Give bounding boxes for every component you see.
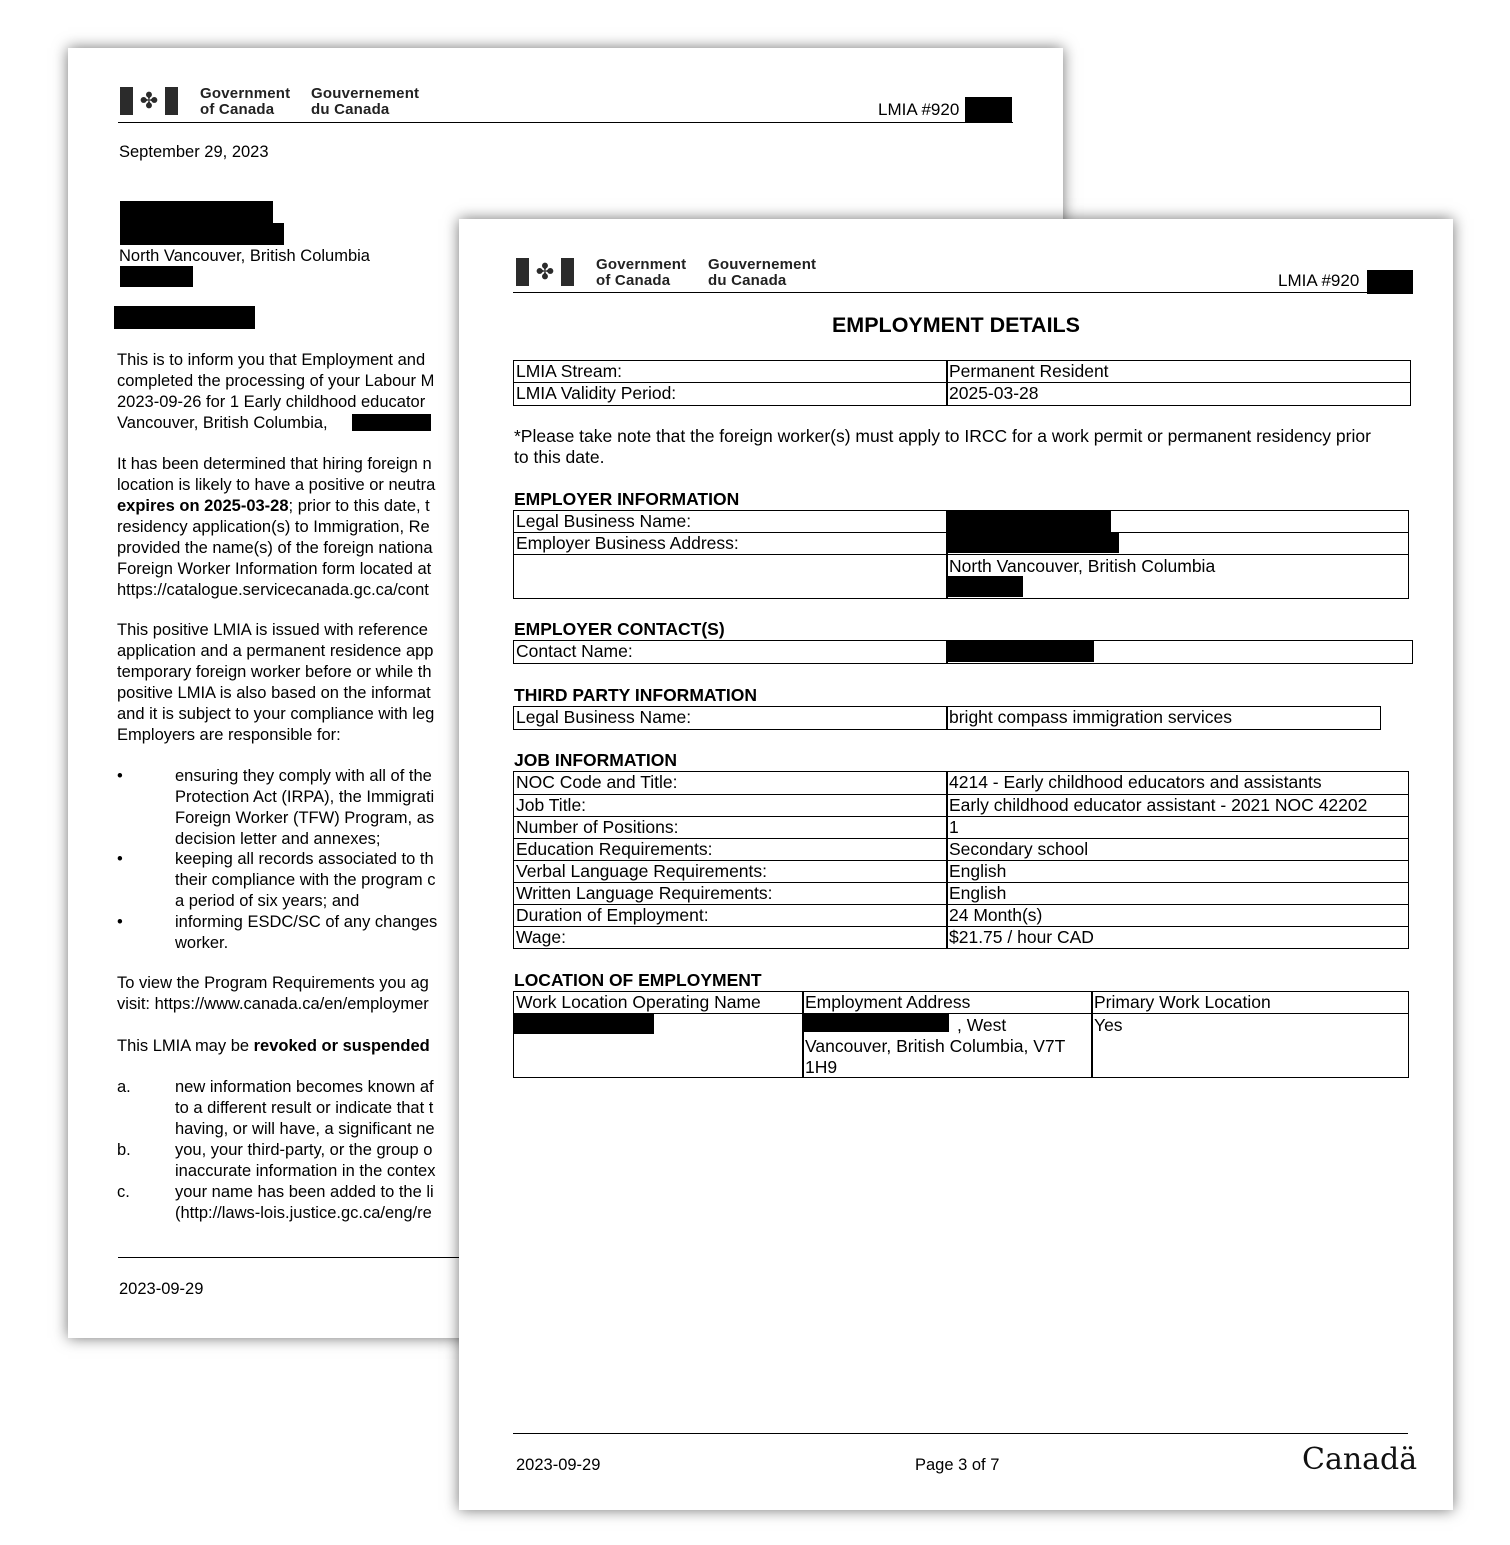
list-marker: a.	[117, 1078, 131, 1096]
table-header-cell: Primary Work Location	[1094, 992, 1271, 1012]
table-cell: Secondary school	[949, 839, 1089, 859]
table-cell: LMIA Stream:	[516, 361, 623, 381]
letter-date: September 29, 2023	[119, 143, 269, 161]
paragraph-5: This LMIA may be revoked or suspended	[117, 1037, 430, 1055]
table-divider	[946, 772, 948, 948]
footer-rule	[513, 1433, 1408, 1434]
address-city: North Vancouver, British Columbia	[119, 247, 370, 265]
table-cell: Legal Business Name:	[516, 511, 692, 531]
table-row	[514, 926, 1408, 948]
table-cell: NOC Code and Title:	[516, 772, 678, 792]
third-party-heading: THIRD PARTY INFORMATION	[514, 685, 758, 705]
table-divider	[946, 361, 948, 405]
gov-name-en: Government of Canada	[200, 85, 291, 118]
table-row	[514, 904, 1408, 926]
redaction	[965, 97, 1012, 122]
table-row	[514, 816, 1408, 838]
job-info-table	[513, 771, 1409, 949]
letter-body	[68, 48, 463, 1338]
gov-name-en: Government of Canada	[596, 256, 687, 289]
bullet-item: ensuring they comply with all of the Protection Act (IRPA), the Immigrati Foreign Worker (TFW) Program, as decision letter and annexes;	[175, 767, 435, 848]
table-header-cell: Employment Address	[805, 992, 971, 1012]
table-divider	[1091, 992, 1093, 1077]
bullet-marker: •	[117, 767, 123, 785]
paragraph-3: This positive LMIA is issued with reference application and a permanent residence app temporary foreign worker before or while th positive LMIA is also based on the informat and it is subject to your compliance with leg Employers are responsible for:	[117, 621, 435, 744]
table-cell: North Vancouver, British Columbia	[949, 556, 1216, 576]
redaction	[1367, 270, 1413, 294]
employment-details-page	[459, 219, 1453, 1510]
table-cell: bright compass immigration services	[949, 707, 1233, 727]
paragraph-4: To view the Program Requirements you ag visit: https://www.canada.ca/en/employmer	[117, 974, 429, 1013]
table-divider	[946, 707, 948, 729]
footer-date: 2023-09-29	[516, 1456, 601, 1474]
table-cell: $21.75 / hour CAD	[949, 927, 1094, 947]
table-row	[514, 772, 1408, 794]
table-divider	[802, 992, 804, 1077]
table-cell: 2025-03-28	[949, 383, 1039, 403]
redaction	[946, 511, 1111, 532]
redaction	[114, 306, 255, 329]
table-cell: Job Title:	[516, 795, 587, 815]
table-cell: Wage:	[516, 927, 566, 947]
table-cell: English	[949, 861, 1007, 881]
page-title: EMPLOYMENT DETAILS	[831, 313, 1081, 337]
gov-name-fr: Gouvernement du Canada	[311, 85, 420, 118]
bullet-item: keeping all records associated to th their compliance with the program c a period of six years; and	[175, 850, 436, 910]
table-cell: English	[949, 883, 1007, 903]
list-item: you, your third-party, or the group o inaccurate information in the contex	[175, 1141, 436, 1180]
location-heading: LOCATION OF EMPLOYMENT	[514, 970, 762, 990]
table-cell: Number of Positions:	[516, 817, 679, 837]
employer-contact-heading: EMPLOYER CONTACT(S)	[514, 619, 725, 639]
employer-info-heading: EMPLOYER INFORMATION	[514, 489, 740, 509]
list-marker: c.	[117, 1183, 130, 1201]
paragraph-1: This is to inform you that Employment and completed the processing of your Labour M 2023-09-26 for 1 Early childhood educator Vancouver, British Columbia,	[117, 351, 435, 432]
bullet-marker: •	[117, 850, 123, 868]
table-cell: LMIA Validity Period:	[516, 383, 677, 403]
bullet-marker: •	[117, 913, 123, 931]
table-cell: 24 Month(s)	[949, 905, 1043, 925]
redaction	[946, 641, 1094, 662]
table-cell: Permanent Resident	[949, 361, 1109, 381]
table-cell: Written Language Requirements:	[516, 883, 773, 903]
third-party-table	[513, 706, 1381, 730]
redaction	[120, 266, 193, 287]
footer-rule	[118, 1257, 463, 1258]
table-row	[514, 838, 1408, 860]
employment-address-cell: , West Vancouver, British Columbia, V7T 1H9	[805, 1015, 1066, 1077]
header-rule	[513, 292, 1408, 293]
paragraph-2: It has been determined that hiring foreign n location is likely to have a positive or neutra expires on 2025-03-28; prior to this date, t residency application(s) to Immigration, Re provided the name(s) of the foreign nationa Foreign Worker Information form located at https://catalogue.servicecanada.gc.ca/cont	[117, 455, 436, 599]
table-cell: Duration of Employment:	[516, 905, 709, 925]
redaction	[514, 1013, 654, 1034]
table-cell: Verbal Language Requirements:	[516, 861, 768, 881]
lmia-table	[513, 360, 1411, 406]
table-cell: Legal Business Name:	[516, 707, 692, 727]
list-item: new information becomes known af to a different result or indicate that t having, or will have, a significant ne	[175, 1078, 435, 1138]
bullet-item: informing ESDC/SC of any changes worker.	[175, 913, 438, 952]
table-row	[514, 860, 1408, 882]
canada-flag-icon: ✤	[516, 258, 574, 286]
page-number: Page 3 of 7	[915, 1456, 1000, 1474]
redaction	[946, 532, 1119, 553]
table-row	[514, 992, 1408, 1014]
table-cell: 4214 - Early childhood educators and assistants	[949, 772, 1322, 792]
canada-flag-icon: ✤	[120, 87, 178, 115]
table-row	[514, 794, 1408, 816]
job-info-heading: JOB INFORMATION	[514, 750, 678, 770]
redaction	[946, 576, 1023, 597]
table-row	[514, 382, 1410, 404]
canada-wordmark: Canadä	[1302, 1442, 1418, 1477]
lmia-number: LMIA #920	[1278, 271, 1360, 290]
table-row	[514, 361, 1410, 383]
gov-name-fr: Gouvernement du Canada	[708, 256, 817, 289]
primary-location-cell: Yes	[1094, 1015, 1123, 1035]
table-cell: 1	[949, 817, 959, 837]
redaction	[120, 223, 284, 245]
redaction	[352, 414, 431, 431]
table-cell: Employer Business Address:	[516, 533, 739, 553]
footer-date: 2023-09-29	[119, 1280, 204, 1298]
list-marker: b.	[117, 1141, 131, 1159]
table-cell: Contact Name:	[516, 641, 633, 661]
lmia-number: LMIA #920	[878, 100, 960, 119]
list-item: your name has been added to the li (http://laws-lois.justice.gc.ca/eng/re	[175, 1183, 434, 1222]
table-cell: Early childhood educator assistant - 2021 NOC 42202	[949, 795, 1368, 815]
location-table	[513, 991, 1409, 1078]
redaction	[120, 201, 273, 223]
table-header-cell: Work Location Operating Name	[516, 992, 761, 1012]
table-row	[514, 882, 1408, 904]
table-cell: Education Requirements:	[516, 839, 713, 859]
ircc-note: *Please take note that the foreign worker(s) must apply to IRCC for a work permit or permanent residency prior to this date.	[514, 426, 1371, 467]
redaction	[803, 1013, 949, 1032]
